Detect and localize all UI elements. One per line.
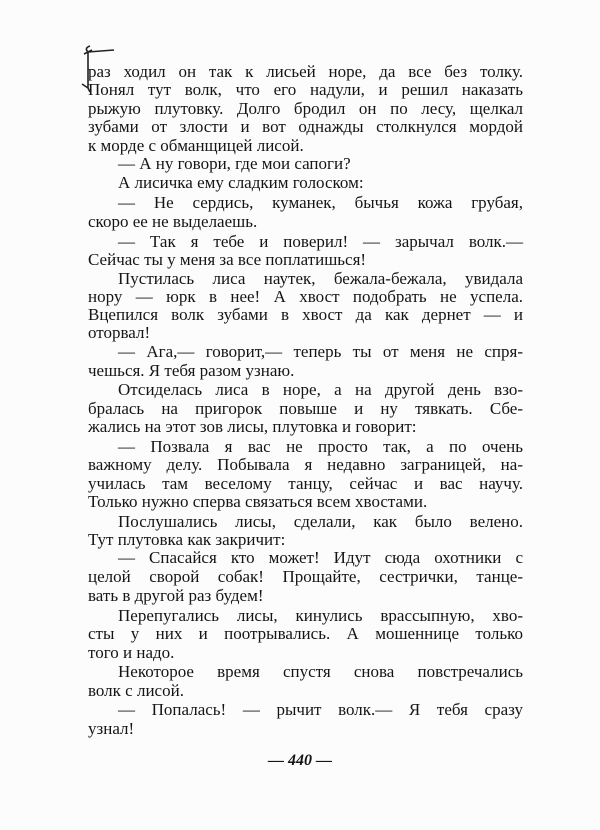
text-line: того и надо.: [88, 643, 175, 662]
text-line: к морде с обманщицей лисой.: [88, 136, 304, 155]
text-line: — Не сердись, куманек, бычья кожа грубая,: [118, 193, 523, 212]
text-line: — Ага,— говорит,— теперь ты от меня не спря-: [118, 342, 523, 361]
page-number: — 440 —: [268, 752, 332, 769]
text-line: сты у них и поотрывались. А мошеннице только: [88, 624, 523, 643]
text-line: целой сворой собак! Прощайте, сестрички, танце-: [88, 567, 523, 586]
text-line: Некоторое время спустя снова повстречались: [118, 662, 523, 681]
text-line: Тут плутовка как закричит:: [88, 530, 286, 549]
text-line: — Так я тебе и поверил! — зарычал волк.—: [118, 232, 523, 251]
text-line: — А ну говори, где мои сапоги?: [118, 154, 351, 173]
text-line: скоро ее не выделаешь.: [88, 212, 258, 231]
text-line: оторвал!: [88, 323, 151, 342]
text-line: Понял тут волк, что его надули, и решил наказать: [88, 80, 523, 99]
text-line: жались на этот зов лисы, плутовка и говорит:: [88, 417, 417, 436]
text-line: Послушались лисы, сделали, как было велено.: [118, 512, 523, 531]
text-line: Вцепился волк зубами в хвост да как дернет — и: [88, 305, 523, 324]
text-line: нору — юрк в нее! А хвост подобрать не успела.: [88, 287, 523, 306]
text-line: узнал!: [88, 719, 135, 738]
text-line: — Позвала я вас не просто так, а по очень: [118, 437, 523, 456]
text-line: зубами от злости и вот однажды столкнулся мордой: [88, 117, 523, 136]
text-line: Только нужно сперва связаться всем хвостами.: [88, 492, 428, 511]
text-line: вать в другой раз будем!: [88, 586, 264, 605]
text-line: — Попалась! — рычит волк.— Я тебя сразу: [118, 700, 523, 719]
text-line: Отсиделась лиса в норе, а на другой день взо-: [118, 380, 523, 399]
text-line: — Спасайся кто может! Идут сюда охотники с: [118, 548, 523, 567]
text-line: училась там веселому танцу, сейчас и вас научу.: [88, 474, 523, 493]
text-line: Пустилась лиса наутек, бежала-бежала, увидала: [118, 269, 523, 288]
text-line: раз ходил он так к лисьей норе, да все без толку.: [88, 62, 523, 81]
text-line: чешься. Я тебя разом узнаю.: [88, 361, 295, 380]
text-line: рыжую плутовку. Долго бродил он по лесу, щелкал: [88, 99, 523, 118]
text-line: Перепугались лисы, кинулись врассыпную, хво-: [118, 606, 523, 625]
text-line: Сейчас ты у меня за все поплатишься!: [88, 250, 367, 269]
text-line: бралась на пригорок повыше и ну тявкать. Сбе-: [88, 399, 523, 418]
text-line: важному делу. Побывала я недавно заграницей, на-: [88, 455, 523, 474]
text-line: А лисичка ему сладким голоском:: [118, 173, 364, 192]
text-line: волк с лисой.: [88, 681, 184, 700]
